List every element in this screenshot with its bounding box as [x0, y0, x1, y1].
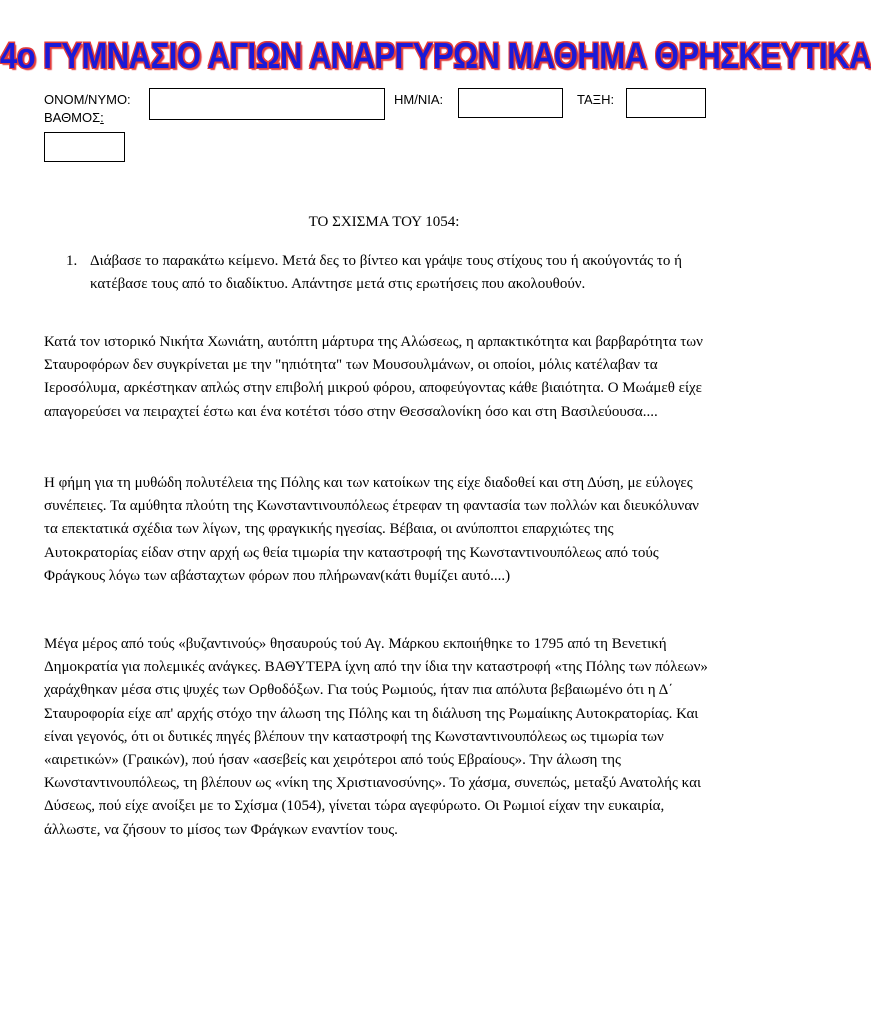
- class-label: ΤΑΞΗ:: [577, 92, 615, 107]
- grade-label-text: ΒΑΘΜΟΣ: [44, 110, 101, 125]
- paragraph-1: Κατά τον ιστορικό Νικήτα Χωνιάτη, αυτόπτη μάρτυρα της Αλώσεως, η αρπακτικότητα και βαρβαρότητα των Σταυροφόρων δεν συγκρίνεται με την "ηπιότητα" των Μουσουλμάνων, οι οποίοι, μόλις κατέλαβαν τα Ιεροσόλυμα, αρκέστηκαν απλώς στην επιβολή μικρού φόρου, αποφεύγοντας κάθε βιαιότητα. Ο Μωάμεθ είχε απαγορεύσει να πειραχτεί έστω και ένα κοτέτσι τόσο στην Θεσσαλονίκη όσο και στη Βασιλεύουσα....: [44, 334, 703, 420]
- name-field[interactable]: [149, 88, 385, 120]
- class-field[interactable]: [626, 88, 706, 118]
- grade-label-colon: :: [100, 110, 104, 125]
- paragraph-2: Η φήμη για τη μυθώδη πολυτέλεια της Πόλης και των κατοίκων της είχε διαδοθεί και στη Δύση, με εύλογες συνέπειες. Τα αμύθητα πλούτη της Κωνσταντινουπόλεως έτρεφαν τη φαντασία των πολλών και διευκόλυναν τα επεκτατικά σχέδια των λίγων, της φραγκικής ηγεσίας. Βέβαια, οι ανύποπτοι επαρχιώτες της Αυτοκρατορίας είδαν στην αρχή ως θεία τιμωρία την καταστροφή της Κωνσταντινουπόλεως από τούς Φράγκους λόγω των αβάσταχτων φόρων που πλήρωναν(κάτι θυμίζει αυτό....): [44, 475, 699, 584]
- page-title: 4ο ΓΥΜΝΑΣΙΟ ΑΓΙΩΝ ΑΝΑΡΓΥΡΩΝ ΜΑΘΗΜΑ ΘΡΗΣΚΕΥΤΙΚΑ: [0, 34, 871, 77]
- task-number: 1.: [66, 253, 78, 269]
- section-heading: ΤΟ ΣΧΙΣΜΑ ΤΟΥ 1054:: [308, 214, 460, 230]
- paragraph-3: Μέγα μέρος από τούς «βυζαντινούς» θησαυρούς τού Αγ. Μάρκου εκποιήθηκε το 1795 από τη Βενετική Δημοκρατία για πολεμικές ανάγκες. ΒΑΘΥΤΕΡΑ ίχνη από την ίδια την καταστροφή «της Πόλης των πόλεων» χαράχθηκαν μέσα στις ψυχές των Ορθοδόξων. Για τούς Ρωμιούς, ήταν πια απόλυτα βεβαιωμένο ότι η Δ΄ Σταυροφορία είχε απ' αρχής στόχο την άλωση της Πόλης και τη διάλυση της Ρωμαίικης Αυτοκρατορίας. Και είναι γεγονός, ότι οι δυτικές πηγές βλέπουν την καταστροφή της Κωνσταντινουπόλεως ως τιμωρία των «αιρετικών» (Γραικών), πού ήσαν «ασεβείς και χειρότεροι από τούς Εβραίους». Την άλωση της Κωνσταντινουπόλεως, τη βλέπουν ως «νίκη της Χριστιανοσύνης». Το χάσμα, συνεπώς, μεταξύ Ανατολής και Δύσεως, πού είχε ανοίξει με το Σχίσμα (1054), γίνεται τώρα αγεφύρωτο. Οι Ρωμιοί είχαν την ευκαιρία, άλλωστε, να ζήσουν το μίσος των Φράγκων εναντίον τους.: [44, 636, 708, 838]
- grade-label: [44, 110, 104, 125]
- date-field[interactable]: [458, 88, 563, 118]
- task-text: Διάβασε το παρακάτω κείμενο. Μετά δες το βίντεο και γράψε τους στίχους του ή ακούγοντάς το ή κατέβασε τους από το διαδίκτυο. Απάντησε μετά στις ερωτήσεις που ακολουθούν.: [90, 253, 682, 292]
- name-label: ΟΝΟΜ/ΝΥΜΟ:: [44, 92, 131, 107]
- task-item: [66, 250, 706, 296]
- date-label: ΗΜ/ΝΙΑ:: [394, 92, 444, 107]
- grade-field[interactable]: [44, 132, 125, 162]
